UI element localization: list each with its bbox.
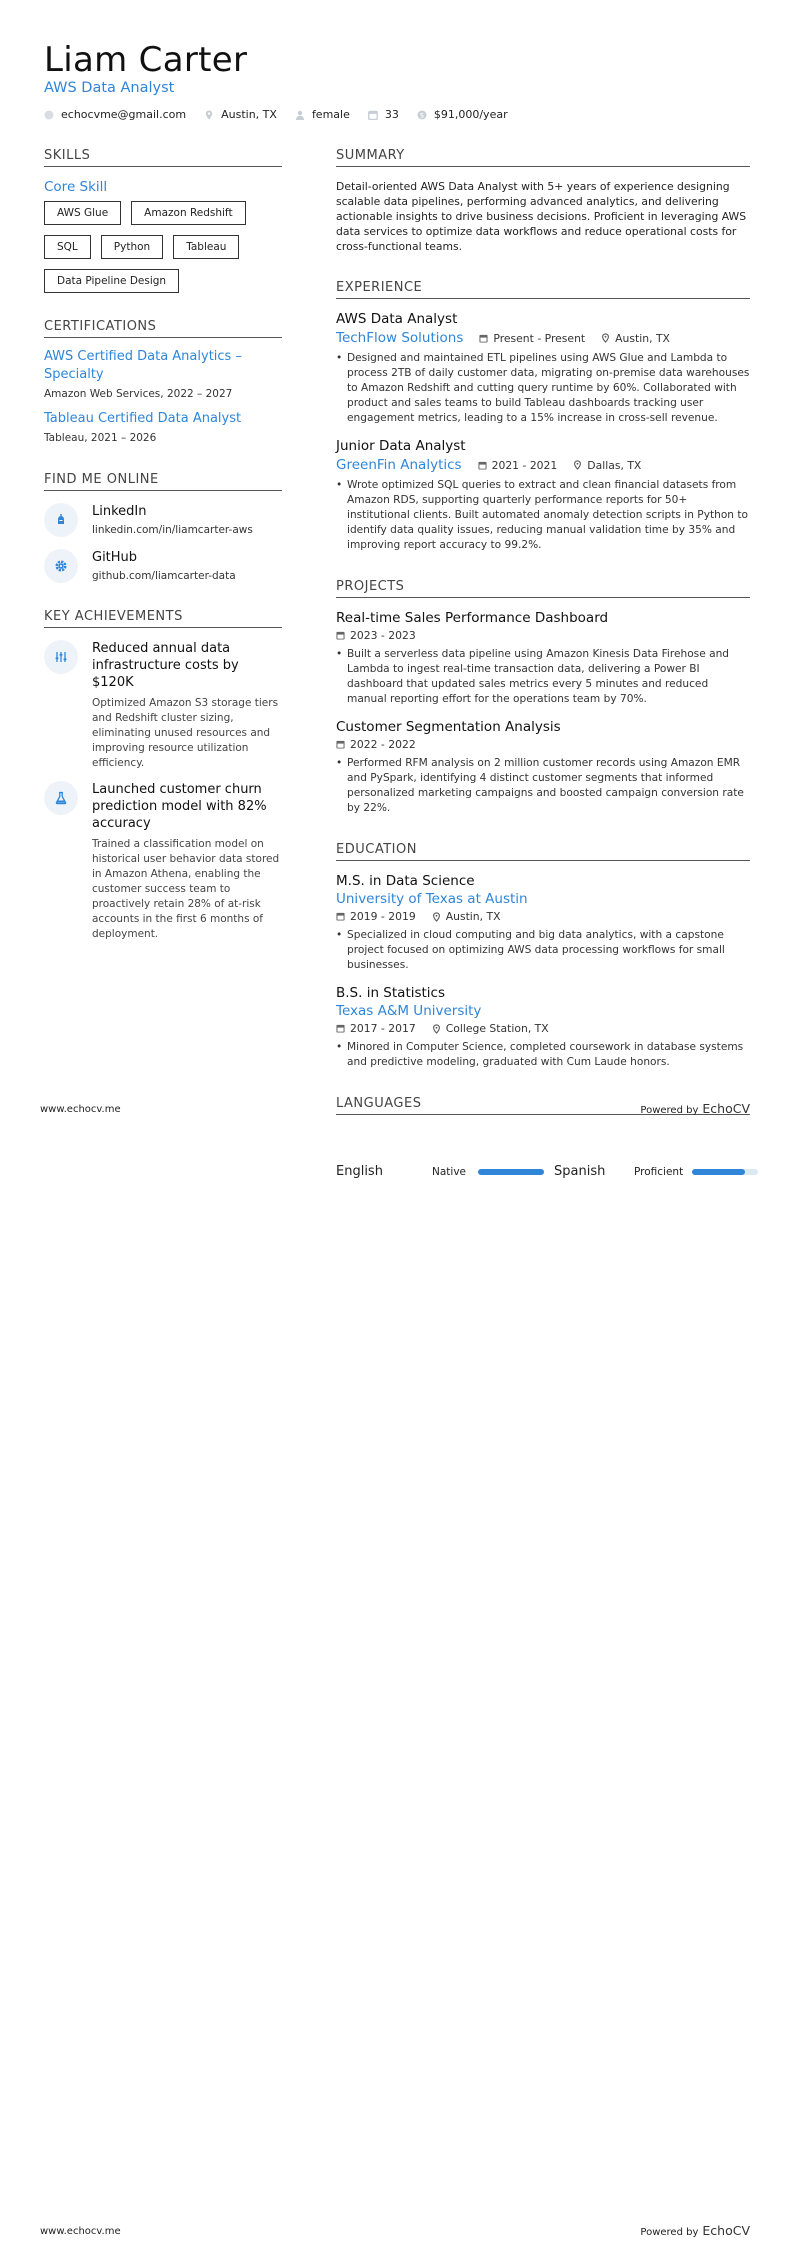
footer-site[interactable]: www.echocv.me [40,2226,121,2237]
project-meta [336,629,750,642]
online-github[interactable] [44,549,282,583]
experience-heading: EXPERIENCE [336,280,750,299]
calendar-icon [336,740,345,749]
summary-heading: SUMMARY [336,148,750,167]
project-bullet: • Built a serverless data pipeline using Amazon Kinesis Data Firehose and Lambda to ingest real-time transaction data, delivering a Power BI dashboard that updated sales metrics every 5 minutes and reduced manual reporting effort for the operations team by 70%. [336,647,750,707]
location-icon [432,1024,441,1034]
contact-age-text: 33 [384,108,399,121]
summary-text: Detail-oriented AWS Data Analyst with 5+ years of experience designing scalable data pipelines, performing advanced analytics, and delivering actionable insights to drive business decisions. Proficient in leveraging AWS data services to optimize data workflows and reduce operational costs for cross-functional teams. [336,180,747,253]
contact-row [44,108,526,121]
certifications-heading: CERTIFICATIONS [44,319,282,338]
online-link[interactable]: github.com/liamcarter-data [92,570,236,582]
calendar-icon [336,912,345,921]
gear-icon [44,549,78,583]
skill-chip: Amazon Redshift [131,201,245,225]
flask-icon [44,781,78,815]
location-icon [601,333,610,343]
education-location-text: Austin, TX [445,910,501,923]
calendar-icon [479,334,488,343]
skills-heading: SKILLS [44,148,282,167]
footer-powered [640,2223,750,2238]
projects-heading: PROJECTS [336,579,750,598]
skill-chip: Tableau [173,235,239,259]
project-dates [336,629,416,642]
job-location [601,332,670,345]
language-level-bar [692,1169,758,1175]
online-linkedin[interactable] [44,503,282,537]
online-heading: FIND ME ONLINE [44,472,282,491]
education-dates-text: 2019 - 2019 [350,910,416,923]
job-dates-text: 2021 - 2021 [491,458,558,472]
job-title: AWS Data Analyst [336,311,458,327]
job-dates [479,332,585,345]
language-name: English [336,1164,383,1179]
online-link[interactable]: linkedin.com/in/liamcarter-aws [92,524,253,536]
language-level-fill [692,1169,745,1175]
svg-text:$: $ [419,111,425,120]
skill-chip: SQL [44,235,91,259]
education-meta [336,1022,750,1035]
project-bullet: • Performed RFM analysis on 2 million customer records using Amazon EMR and PySpark, identifying 4 distinct customer segments that informed personalized marketing campaigns and boosted campaign conversion rate by 22%. [336,756,750,816]
skill-chip: Data Pipeline Design [44,269,179,293]
achievement-item [44,781,282,942]
contact-location [204,108,277,121]
job-bullet: • Designed and maintained ETL pipelines using AWS Glue and Lambda to process 2TB of daily customer data, migrating on-premise data warehouses to Amazon Redshift and cutting query runtime by 60%. Collaborated with product and sales teams to build Tableau dashboards tracking user engagement metrics, leading to a 15% increase in cross-sell revenue. [336,351,750,426]
education-meta [336,910,750,923]
company-name: GreenFin Analytics [336,457,462,473]
online-name: GitHub [92,550,138,565]
degree-title: M.S. in Data Science [336,873,475,889]
person-icon [295,110,305,120]
language-level-bar [478,1169,544,1175]
language-level: Proficient [634,1165,684,1178]
company-name: TechFlow Solutions [336,330,464,346]
job-location [573,459,641,472]
calendar-icon [336,631,345,640]
project-dates-text: 2023 - 2023 [350,629,416,642]
job-meta [336,457,750,473]
location-icon [573,460,582,470]
skill-chip: Python [101,235,163,259]
education-dates [336,1022,416,1035]
job-meta [336,330,750,346]
contact-gender-text: female [311,108,350,121]
language-name: Spanish [554,1164,606,1179]
contact-gender [295,108,350,121]
skills-list [44,201,282,303]
contact-email[interactable] [44,108,186,121]
education-bullet: • Minored in Computer Science, completed coursework in database systems and predictive modeling, graduated with Cum Laude honors. [336,1040,750,1070]
degree-title: B.S. in Statistics [336,985,446,1001]
achievement-title: Reduced annual data infrastructure costs by $120K [92,641,239,690]
education-bullet: • Specialized in cloud computing and big data analytics, with a capstone project focused on optimizing AWS data processing workflows for small businesses. [336,928,750,973]
education-heading: EDUCATION [336,842,750,861]
right-column [336,148,750,1115]
school-name: University of Texas at Austin [336,891,528,907]
language-level-fill [478,1169,544,1175]
achievement-description: Trained a classification model on historical user behavior data stored in Amazon Athena, enabling the customer success team to proactively retain 28% of at-risk accounts in the first 6 months of deployment. [92,838,280,940]
education-location [432,1022,549,1035]
brand-logo[interactable]: EchoCV [702,1101,750,1116]
left-column [44,148,282,942]
online-name: LinkedIn [92,504,147,519]
education-location [432,910,501,923]
skill-chip: AWS Glue [44,201,121,225]
job-location-text: Austin, TX [615,331,670,345]
achievement-title: Launched customer churn prediction model with 82% accuracy [92,782,267,831]
contact-email-text: echocvme@gmail.com [61,108,187,121]
project-title: Customer Segmentation Analysis [336,719,561,735]
powered-by-label: Powered by [640,1105,699,1116]
education-dates [336,910,416,923]
contact-salary-text: $91,000/year [433,108,508,121]
achievement-description: Optimized Amazon S3 storage tiers and Redshift cluster sizing, eliminating unused resources and improving resource utilization efficiency. [92,697,279,769]
calendar-icon [368,110,378,120]
brand-logo[interactable]: EchoCV [702,2223,750,2238]
sliders-icon [44,640,78,674]
job-bullet: • Wrote optimized SQL queries to extract and clean financial datasets from Amazon RDS, supporting quarterly performance reports for 50+ institutional clients. Built automated anomaly detection scripts in Python to identify data quality issues, reducing manual validation time by 35% and improving report accuracy to 99.2%. [336,478,750,553]
certification-title: Tableau Certified Data Analyst [44,411,242,426]
calendar-icon [478,461,487,470]
school-name: Texas A&M University [336,1003,482,1019]
contact-age [368,108,399,121]
certification-title: AWS Certified Data Analytics – Specialty [44,349,242,382]
location-icon [204,110,214,120]
project-dates [336,738,416,751]
languages-row [336,1164,758,1179]
candidate-title: AWS Data Analyst [44,80,175,96]
contact-location-text: Austin, TX [221,108,277,121]
contact-salary [417,108,508,121]
email-icon [44,110,54,120]
job-dates [478,459,558,472]
job-title: Junior Data Analyst [336,438,466,454]
footer-site[interactable]: www.echocv.me [40,1104,121,1115]
certification-detail: Tableau, 2021 – 2026 [44,432,157,444]
education-dates-text: 2017 - 2017 [350,1022,416,1035]
powered-by-label: Powered by [640,2227,699,2238]
skills-group-title: Core Skill [44,179,108,195]
project-meta [336,738,750,751]
certification-detail: Amazon Web Services, 2022 – 2027 [44,388,233,400]
project-dates-text: 2022 - 2022 [350,738,416,751]
candidate-name: Liam Carter [44,40,248,80]
project-title: Real-time Sales Performance Dashboard [336,610,609,626]
education-location-text: College Station, TX [445,1022,549,1035]
calendar-icon [336,1024,345,1033]
footer-powered [640,1101,750,1116]
job-location-text: Dallas, TX [587,458,642,472]
languages-heading: LANGUAGES [336,1096,750,1115]
achievement-item [44,640,282,771]
language-level: Native [432,1165,466,1178]
location-icon [432,912,441,922]
linkedin-icon [44,503,78,537]
achievements-heading: KEY ACHIEVEMENTS [44,609,282,628]
money-icon [417,110,427,120]
job-dates-text: Present - Present [493,331,586,345]
